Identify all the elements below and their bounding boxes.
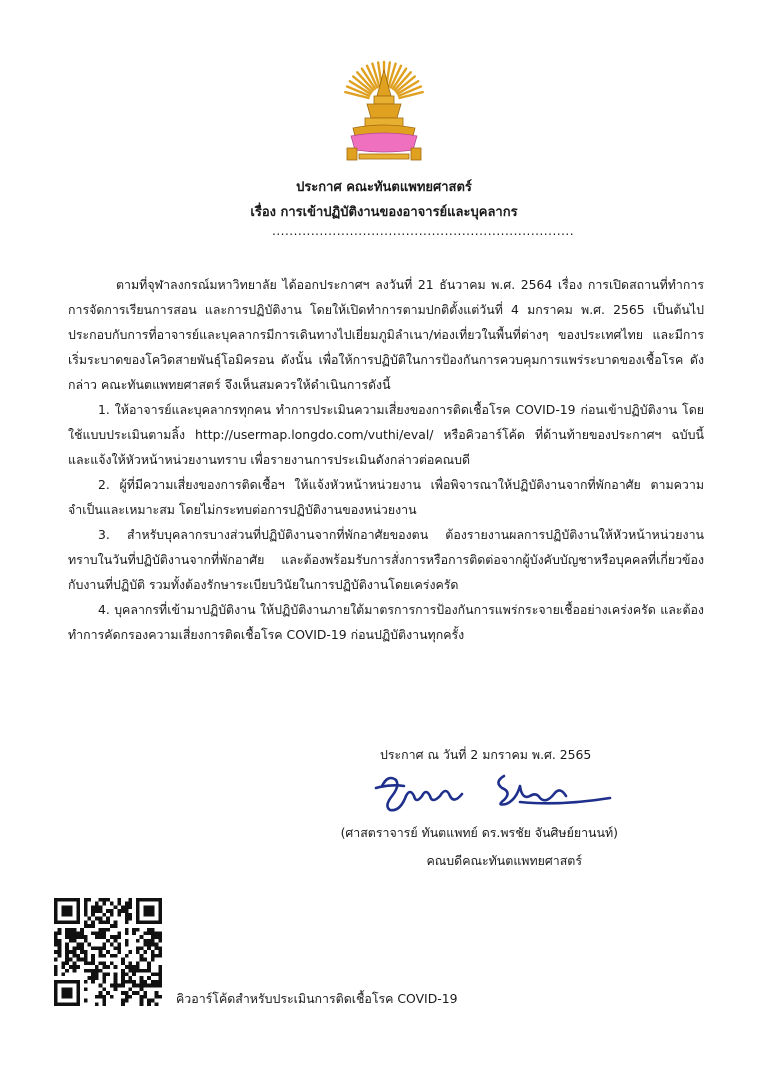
title-separator: ...................................................................... — [272, 224, 575, 238]
list-item-3: 3. สำหรับบุคลากรบางส่วนที่ปฏิบัติงานจากที่พักอาศัยของตน ต้องรายงานผลการปฏิบัติงานให้หัวหน้าหน่วยงานทราบในวันที่ปฏิบัติงานจากที่พักอาศัย และต้องพร้อมรับการสั่งการหรือการติดต่อจากผู้บังคับบัญชาหรือบุคคลที่เกี่ยวข้องกับงานที่ปฏิบัติ รวมทั้งต้องรักษาระเบียบวินัยในการปฏิบัติงานโดยเคร่งครัด — [68, 527, 704, 592]
list-item-2: 2. ผู้ที่มีความเสี่ยงของการติดเชื้อฯ ให้แจ้งหัวหน้าหน่วยงาน เพื่อพิจารณาให้ปฏิบัติงานจากที่พักอาศัย ตามความจำเป็นและเหมาะสม โดยไม่กระทบต่อการปฏิบัติงานของหน่วยงาน — [68, 477, 704, 517]
announcement-subject: เรื่อง การเข้าปฏิบัติงานของอาจารย์และบุคลากร — [250, 205, 518, 220]
handwritten-signature — [370, 766, 615, 816]
intro-paragraph: ตามที่จุฬาลงกรณ์มหาวิทยาลัย ได้ออกประกาศฯ ลงวันที่ 21 ธันวาคม พ.ศ. 2564 เรื่อง การเปิดสถานที่ทำการ การจัดการเรียนการสอน และการปฏิบัติงาน โดยให้เปิดทำการตามปกติตั้งแต่วันที่ 4 มกราคม พ.ศ. 2565 เป็นต้นไป ประกอบกับการที่อาจารย์และบุคลากรมีการเดินทางไปเยี่ยมภูมิลำเนา/ท่องเที่ยวในพื้นที่ต่างๆ ของประเทศไทย และมีการเริ่มระบาดของโควิดสายพันธุ์โอมิครอน ดังนั้น เพื่อให้การปฏิบัติในการป้องกันการควบคุมการแพร่ระบาดของเชื้อโรค ดังกล่าว คณะทันตแพทยศาสตร์ จึงเห็นสมควรให้ดำเนินการดังนี้ — [68, 277, 704, 392]
list-item-1: 1. ให้อาจารย์และบุคลากรทุกคน ทำการประเมินความเสี่ยงของการติดเชื้อโรค COVID-19 ก่อนเข้าปฏิบัติงาน โดยใช้แบบประเมินตามลิ้ง http://usermap.longdo.com/vuthi/eval/ หรือคิวอาร์โค้ด ที่ด้านท้ายของประกาศฯ ฉบับนี้ และแจ้งให้หัวหน้าหน่วยงานทราบ เพื่อรายงานการประเมินดังกล่าวต่อคณบดี — [68, 402, 704, 467]
qr-code[interactable] — [54, 898, 162, 1006]
list-item-4: 4. บุคลากรที่เข้ามาปฏิบัติงาน ให้ปฏิบัติงานภายใต้มาตรการการป้องกันการแพร่กระจายเชื้ออย่างเคร่งครัด และต้องทำการคัดกรองความเสี่ยงการติดเชื้อโรค COVID-19 ก่อนปฏิบัติงานทุกครั้ง — [68, 602, 704, 642]
announcement-title: ประกาศ คณะทันตแพทยศาสตร์ — [296, 180, 472, 195]
signatory-position: คณบดีคณะทันตแพทยศาสตร์ — [426, 853, 582, 868]
qr-caption: คิวอาร์โค้ดสำหรับประเมินการติดเชื้อโรค COVID-19 — [176, 991, 458, 1006]
announcement-body — [68, 272, 704, 647]
signatory-name: (ศาสตราจารย์ ทันตแพทย์ ดร.พรชัย จันศิษย์ยานนท์) — [340, 825, 618, 840]
announcement-date: ประกาศ ณ วันที่ 2 มกราคม พ.ศ. 2565 — [380, 747, 592, 762]
chula-emblem-logo — [339, 56, 429, 164]
